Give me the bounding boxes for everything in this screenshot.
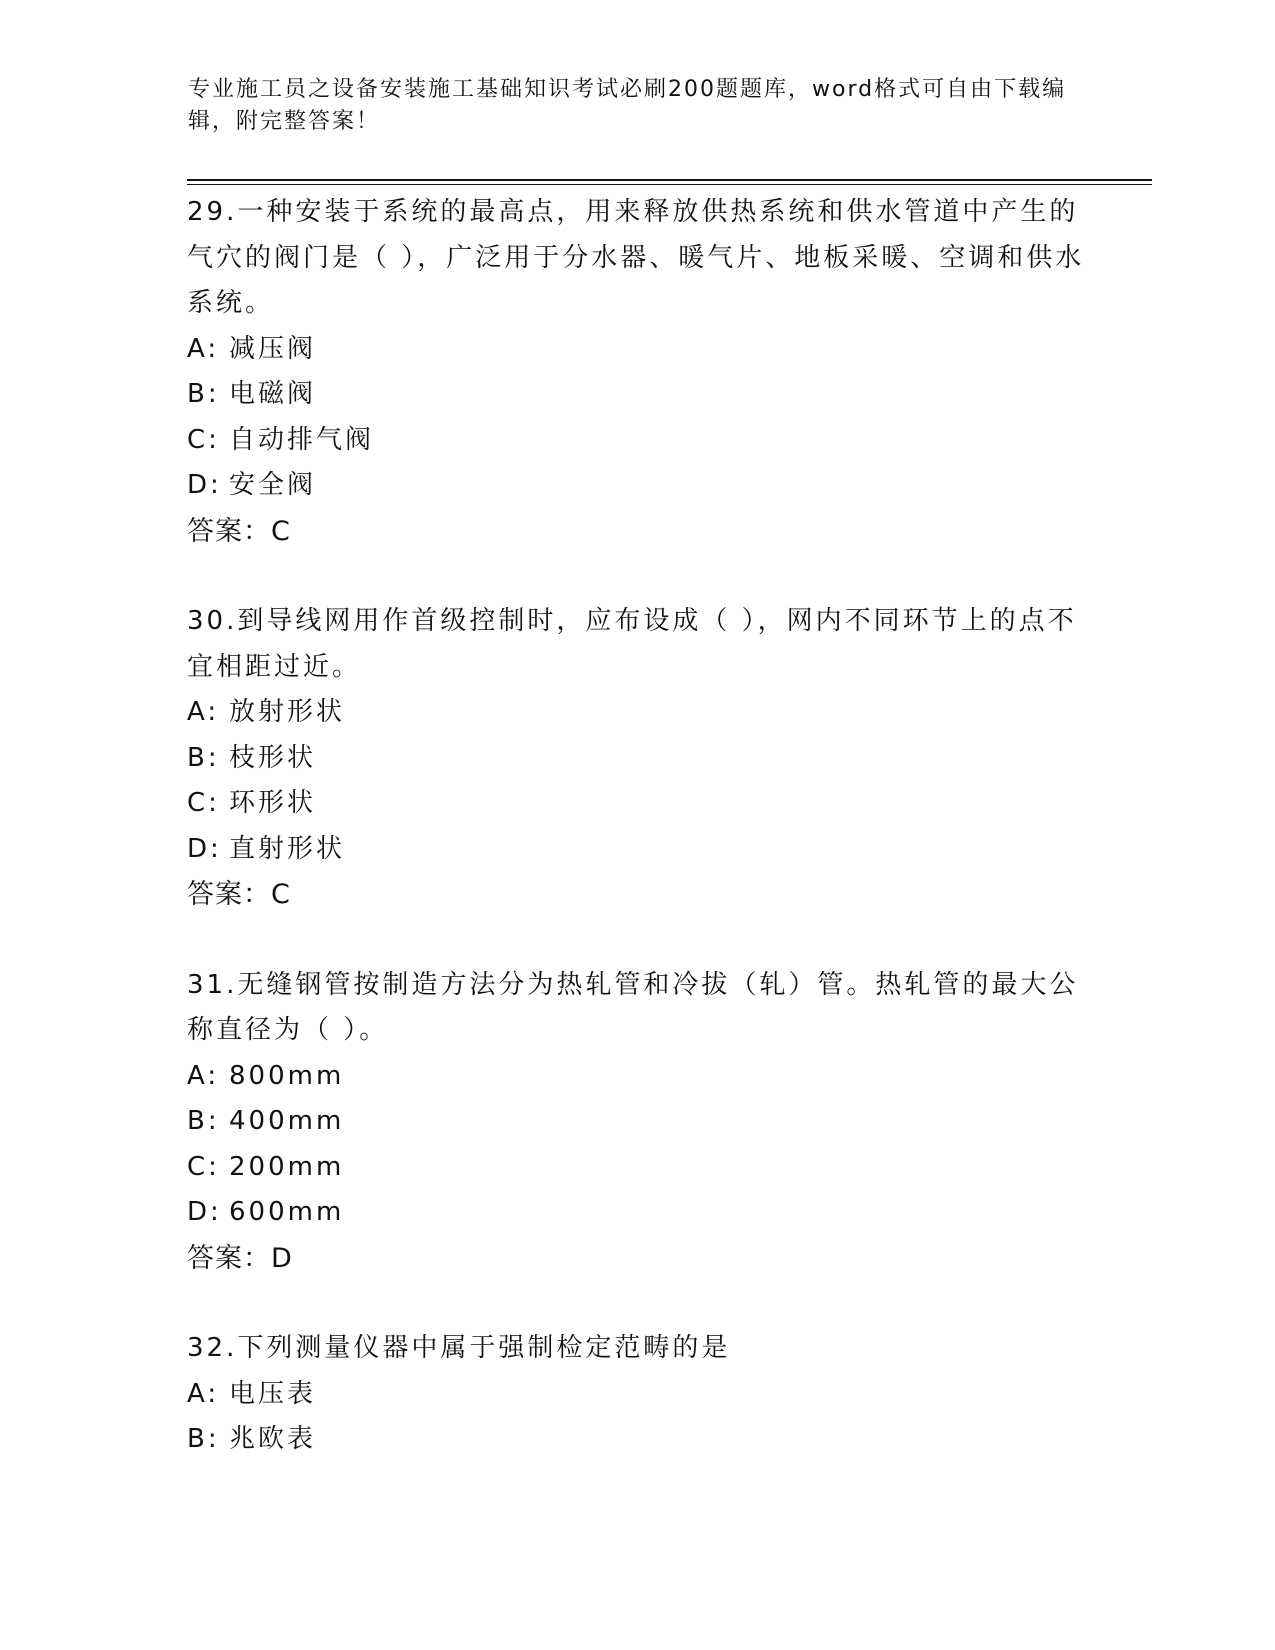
header-rule-thick: [187, 179, 1152, 181]
answer-line: 答案：C: [187, 879, 291, 910]
question-list: [187, 190, 1087, 1463]
question-stem: 29.一种安装于系统的最高点，用来释放供热系统和供水管道中产生的气穴的阀门是（ ），广泛用于分水器、暖气片、地板采暖、空调和供水系统。: [187, 197, 1085, 318]
option-text: 400mm: [229, 1106, 345, 1136]
question-31: [187, 963, 1087, 1282]
question-spacer: [187, 554, 1087, 599]
option-text: 600mm: [229, 1197, 345, 1227]
question-32: [187, 1326, 1087, 1463]
option-text: 电压表: [229, 1378, 317, 1409]
option-text: 枝形状: [229, 742, 317, 773]
option-a: [187, 690, 1087, 736]
option-d: [187, 827, 1087, 873]
option-text: 安全阀: [229, 470, 317, 500]
option-text: 放射形状: [229, 697, 346, 727]
option-key: A:: [187, 333, 220, 364]
question-29: [187, 190, 1087, 554]
option-key: D:: [187, 833, 222, 864]
option-text: 环形状: [229, 788, 317, 818]
option-key: C:: [187, 788, 220, 818]
option-key: A:: [187, 1378, 220, 1409]
question-stem: 31.无缝钢管按制造方法分为热轧管和冷拔（轧）管。热轧管的最大公称直径为（ ）。: [187, 969, 1079, 1045]
option-text: 200mm: [229, 1151, 345, 1182]
option-text: 兆欧表: [229, 1424, 317, 1454]
option-key: B:: [187, 379, 220, 409]
option-a: [187, 1372, 1087, 1418]
option-key: D:: [187, 1197, 222, 1227]
question-spacer: [187, 1281, 1087, 1326]
option-a: [187, 1054, 1087, 1100]
option-c: [187, 781, 1087, 827]
option-key: A:: [187, 697, 220, 727]
answer-line: 答案：D: [187, 1242, 293, 1274]
option-d: [187, 1190, 1087, 1236]
option-b: [187, 736, 1087, 782]
question-spacer: [187, 918, 1087, 963]
option-text: 800mm: [229, 1060, 345, 1091]
option-text: 直射形状: [229, 833, 346, 864]
question-30: [187, 599, 1087, 918]
option-c: [187, 1145, 1087, 1191]
option-key: D:: [187, 470, 222, 500]
option-c: [187, 418, 1087, 464]
option-b: [187, 1099, 1087, 1145]
answer-line: 答案：C: [187, 515, 291, 547]
option-key: A:: [187, 1060, 220, 1091]
option-b: [187, 372, 1087, 418]
option-b: [187, 1417, 1087, 1463]
question-stem: 32.下列测量仪器中属于强制检定范畴的是: [187, 1333, 731, 1363]
option-key: B:: [187, 1424, 220, 1454]
option-key: C:: [187, 1151, 220, 1182]
question-stem: 30.到导线网用作首级控制时，应布设成（ ），网内不同环节上的点不宜相距过近。: [187, 606, 1077, 682]
header-rule-thin: [187, 184, 1152, 185]
document-header-title: 专业施工员之设备安装施工基础知识考试必刷200题题库，word格式可自由下载编辑，附完整答案！: [188, 77, 1067, 134]
option-key: C:: [187, 424, 220, 455]
option-text: 自动排气阀: [229, 424, 375, 455]
option-d: [187, 463, 1087, 509]
option-a: [187, 327, 1087, 373]
option-text: 电磁阀: [229, 379, 317, 409]
option-key: B:: [187, 742, 220, 773]
option-text: 减压阀: [229, 333, 317, 364]
option-key: B:: [187, 1106, 220, 1136]
